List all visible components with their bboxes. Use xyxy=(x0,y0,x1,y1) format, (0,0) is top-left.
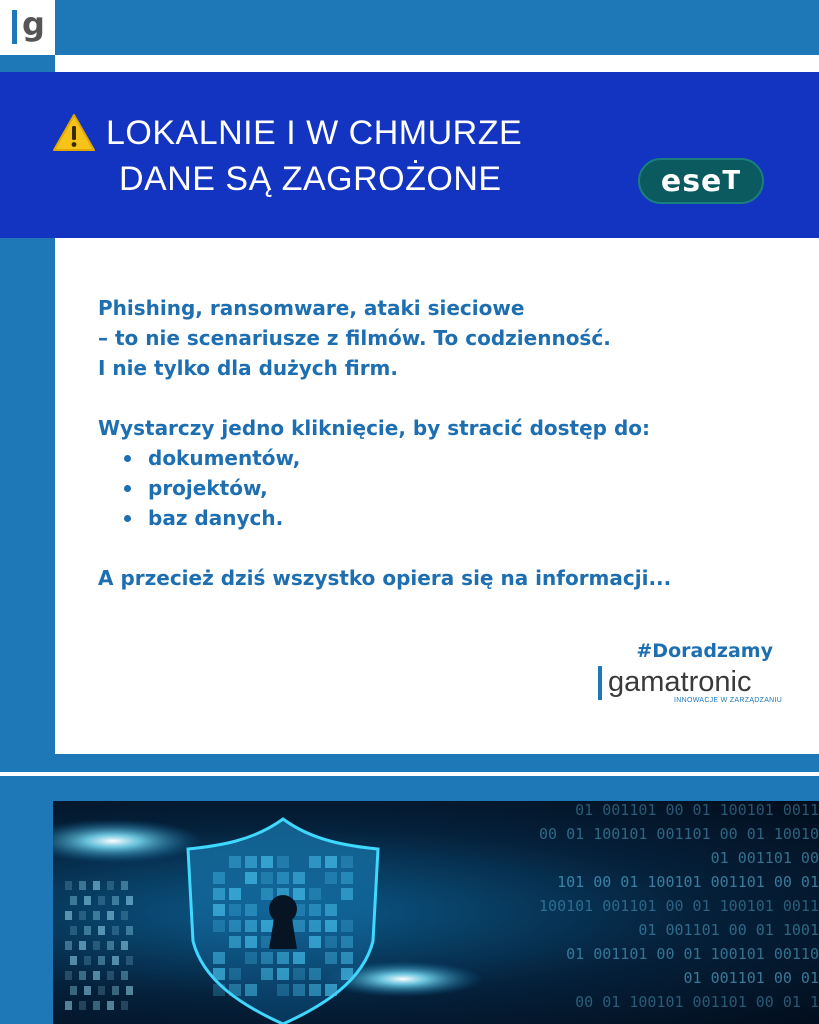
shield-lock-illustration xyxy=(53,801,819,1024)
loss-list xyxy=(98,443,798,533)
binary-row: 100101 001101 00 01 100101 0011 xyxy=(539,897,819,915)
binary-row: 101 00 01 100101 001101 00 01 xyxy=(557,873,819,891)
para1-line1: Phishing, ransomware, ataki sieciowe xyxy=(98,296,525,320)
list-item: baz danych. xyxy=(98,503,798,533)
binary-row: 01 001101 00 xyxy=(710,849,819,867)
para1-line3: I nie tylko dla dużych firm. xyxy=(98,356,398,380)
para1-line2: – to nie scenariusze z filmów. To codzienność. xyxy=(98,326,611,350)
binary-row: 01 001101 00 01 1001 xyxy=(638,921,819,939)
gamatronic-logo-box xyxy=(0,0,55,55)
light-flare xyxy=(53,819,203,863)
warning-icon xyxy=(52,113,96,153)
binary-row: 01 001101 00 01 100101 0011 xyxy=(575,801,819,819)
hashtag: #Doradzamy xyxy=(636,640,773,662)
binary-row: 00 01 100101 001101 00 01 10010 xyxy=(539,825,819,843)
logo-letter: g xyxy=(22,5,45,43)
company-tagline: INNOWACJE W ZARZĄDZANIU xyxy=(674,697,783,704)
binary-row: 01 001101 00 01 xyxy=(683,969,819,987)
title-line-2: DANE SĄ ZAGROŻONE xyxy=(119,160,502,198)
title-line-1: LOKALNIE I W CHMURZE xyxy=(106,114,523,152)
gamatronic-logo xyxy=(598,664,783,708)
binary-row: 00 01 100101 001101 00 01 1 xyxy=(575,993,819,1011)
gamatronic-logo-bar xyxy=(598,666,602,700)
para3: A przecież dziś wszystko opiera się na informacji... xyxy=(98,566,672,590)
binary-row: 01 001101 00 01 100101 00110 xyxy=(566,945,819,963)
eset-logo: es e T xyxy=(638,158,764,204)
company-name: gamatronic xyxy=(608,666,752,698)
bottom-divider xyxy=(0,772,819,776)
cyber-security-image xyxy=(53,801,819,1024)
list-item: projektów, xyxy=(98,473,798,503)
para2-intro: Wystarczy jedno kliknięcie, by stracić dostęp do: xyxy=(98,416,650,440)
list-item: dokumentów, xyxy=(98,443,798,473)
logo-bar xyxy=(12,10,17,44)
message-text xyxy=(98,293,798,593)
banner-title xyxy=(52,110,592,202)
top-divider xyxy=(55,55,819,72)
